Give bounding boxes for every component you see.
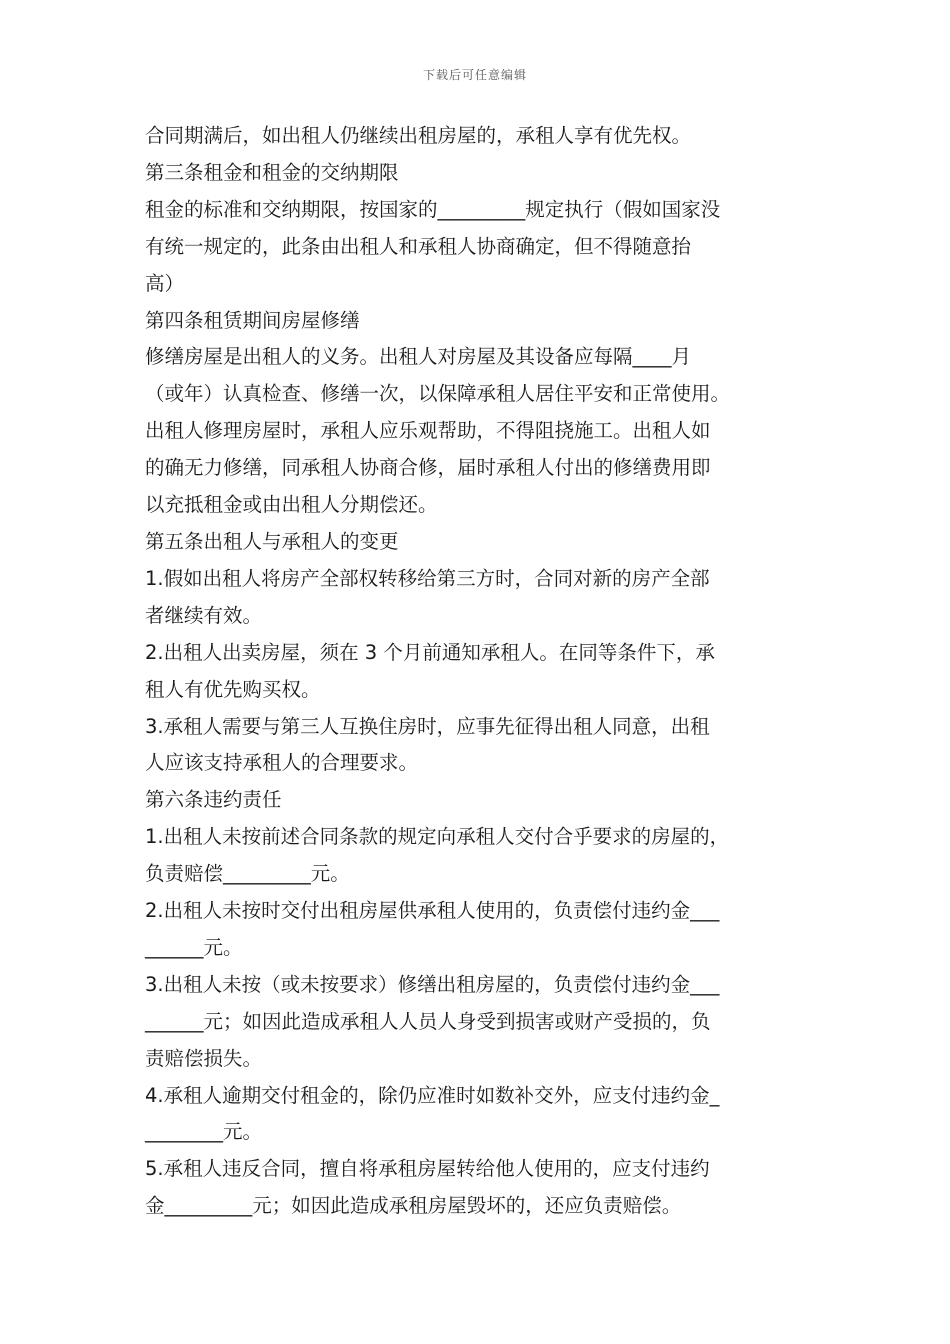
paragraph [145,967,820,1078]
text-line: 3.承租人需要与第三人互换住房时，应事先征得出租人同意，出租 [145,714,710,738]
text-line: ________元。 [145,1120,263,1144]
section-heading [145,303,820,340]
text-line: 修缮房屋是出租人的义务。出租人对房屋及其设备应每隔____月 [145,345,692,369]
paragraph [145,339,820,524]
section-heading [145,524,820,561]
text-line: 第三条租金和租金的交纳期限 [145,160,399,184]
text-line: 5.承租人违反合同，擅自将承租房屋转给他人使用的，应支付违约 [145,1157,710,1181]
text-line: 责赔偿损失。 [145,1046,263,1070]
text-line: 租人有优先购买权。 [145,677,321,701]
paragraph [145,118,820,155]
text-line: 者继续有效。 [145,603,263,627]
text-line: 第四条租赁期间房屋修缮 [145,308,360,332]
text-line: 第六条违约责任 [145,788,282,812]
paragraph [145,561,820,635]
text-line: 租金的标准和交纳期限，按国家的_________规定执行（假如国家没 [145,197,721,221]
text-line: 2.出租人未按时交付出租房屋供承租人使用的，负责偿付违约金___ [145,899,720,923]
text-line: 2.出租人出卖房屋，须在 3 个月前通知承租人。在同等条件下，承 [145,640,715,664]
document-body [145,118,820,1225]
text-line: 有统一规定的，此条由出租人和承租人协商确定，但不得随意抬 [145,234,692,258]
text-line: 第五条出租人与承租人的变更 [145,529,399,553]
paragraph [145,635,820,709]
text-line: 以充抵租金或由出租人分期偿还。 [145,493,438,517]
text-line: （或年）认真检查、修缮一次，以保障承租人居住平安和正常使用。 [145,382,731,406]
text-line: 的确无力修缮，同承租人协商合修，届时承租人付出的修缮费用即 [145,456,711,480]
section-heading [145,155,820,192]
text-line: 合同期满后，如出租人仍继续出租房屋的，承租人享有优先权。 [145,124,692,147]
paragraph [145,1078,820,1152]
text-line: 1.出租人未按前述合同条款的规定向承租人交付合乎要求的房屋的， [145,825,730,849]
paragraph [145,709,820,783]
text-line: 4.承租人逾期交付租金的，除仍应准时如数补交外，应支付违约金_ [145,1083,720,1107]
section-heading [145,782,820,819]
text-line: 负责赔偿_________元。 [145,862,350,886]
text-line: 高） [145,271,185,295]
text-line: 金_________元；如因此造成承租房屋毁坏的，还应负责赔偿。 [145,1194,682,1218]
paragraph [145,1151,820,1225]
page-header: 下载后可任意编辑 [422,68,527,82]
text-line: 1.假如出租人将房产全部权转移给第三方时，合同对新的房产全部 [145,566,710,590]
text-line: 人应该支持承租人的合理要求。 [145,751,419,775]
text-line: 3.出租人未按（或未按要求）修缮出租房屋的，负责偿付违约金___ [145,972,720,996]
text-line: ______元；如因此造成承租人人员人身受到损害或财产受损的，负 [145,1009,711,1033]
text-line: ______元。 [145,935,243,959]
paragraph [145,192,820,303]
text-line: 出租人修理房屋时，承租人应乐观帮助，不得阻挠施工。出租人如 [145,419,711,443]
paragraph [145,893,820,967]
paragraph [145,819,820,893]
